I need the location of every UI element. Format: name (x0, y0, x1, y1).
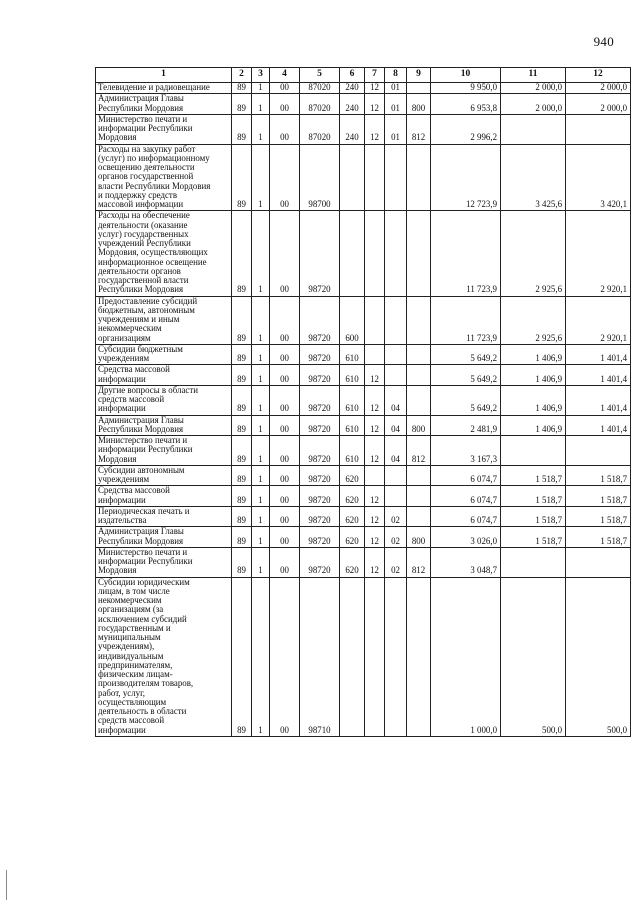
row-value-cell: 98720 (300, 486, 340, 507)
row-value-cell: 98720 (300, 344, 340, 365)
row-name-cell: Администрация Главы Республики Мордовия (96, 415, 232, 436)
row-value-cell: 610 (340, 415, 365, 436)
row-value-cell: 500,0 (501, 577, 566, 736)
row-value-cell: 1 (252, 385, 270, 415)
row-value-cell (407, 577, 431, 736)
table-row (96, 344, 631, 365)
row-value-cell: 04 (385, 385, 407, 415)
row-value-cell: 800 (407, 415, 431, 436)
table-row (96, 527, 631, 548)
row-value-cell: 01 (385, 83, 407, 94)
row-value-cell: 2 000,0 (566, 94, 631, 115)
row-value-cell: 6 074,7 (431, 486, 501, 507)
row-value-cell: 1 (252, 144, 270, 211)
row-value-cell: 98720 (300, 465, 340, 486)
row-value-cell: 12 (365, 486, 385, 507)
row-value-cell: 11 723,9 (431, 296, 501, 344)
row-value-cell (407, 506, 431, 527)
row-value-cell (501, 114, 566, 144)
table-row (96, 415, 631, 436)
row-value-cell: 1 518,7 (566, 527, 631, 548)
row-value-cell: 1 000,0 (431, 577, 501, 736)
row-value-cell: 02 (385, 547, 407, 577)
table-row (96, 577, 631, 736)
row-value-cell: 1 401,4 (566, 365, 631, 386)
row-value-cell: 6 074,7 (431, 506, 501, 527)
row-value-cell: 1 (252, 506, 270, 527)
row-value-cell: 00 (270, 486, 300, 507)
row-value-cell: 98720 (300, 385, 340, 415)
row-value-cell: 6 953,8 (431, 94, 501, 115)
row-value-cell: 89 (232, 83, 252, 94)
row-value-cell (340, 144, 365, 211)
row-value-cell: 3 048,7 (431, 547, 501, 577)
row-value-cell: 98720 (300, 365, 340, 386)
row-value-cell: 620 (340, 486, 365, 507)
row-value-cell (566, 114, 631, 144)
table-row (96, 385, 631, 415)
row-name-cell: Предоставление субсидий бюджетным, автономным учреждениям и иным некоммерческим организациям (96, 296, 232, 344)
header-cell: 4 (270, 68, 300, 83)
row-value-cell: 00 (270, 415, 300, 436)
row-value-cell: 89 (232, 211, 252, 296)
row-value-cell: 500,0 (566, 577, 631, 736)
row-value-cell: 2 000,0 (501, 94, 566, 115)
table-row (96, 506, 631, 527)
row-value-cell: 02 (385, 527, 407, 548)
row-value-cell: 1 (252, 547, 270, 577)
row-value-cell: 5 649,2 (431, 344, 501, 365)
row-value-cell (501, 436, 566, 466)
row-value-cell: 89 (232, 365, 252, 386)
row-value-cell: 00 (270, 436, 300, 466)
row-value-cell: 1 518,7 (501, 527, 566, 548)
row-value-cell (340, 577, 365, 736)
row-value-cell: 04 (385, 415, 407, 436)
row-value-cell: 1 518,7 (566, 486, 631, 507)
row-value-cell: 240 (340, 94, 365, 115)
row-value-cell: 98720 (300, 436, 340, 466)
row-value-cell: 610 (340, 365, 365, 386)
row-value-cell: 87020 (300, 114, 340, 144)
row-value-cell: 89 (232, 385, 252, 415)
row-value-cell: 3 167,3 (431, 436, 501, 466)
row-value-cell: 1 (252, 365, 270, 386)
row-value-cell: 812 (407, 436, 431, 466)
row-value-cell: 800 (407, 94, 431, 115)
header-cell: 10 (431, 68, 501, 83)
row-name-cell: Телевидение и радиовещание (96, 83, 232, 94)
row-name-cell: Министерство печати и информации Республики Мордовия (96, 547, 232, 577)
row-value-cell: 00 (270, 94, 300, 115)
row-value-cell: 812 (407, 547, 431, 577)
row-value-cell: 3 420,1 (566, 144, 631, 211)
row-value-cell (407, 144, 431, 211)
row-value-cell: 11 723,9 (431, 211, 501, 296)
row-value-cell: 2 000,0 (501, 83, 566, 94)
row-value-cell: 610 (340, 385, 365, 415)
row-value-cell: 1 (252, 83, 270, 94)
row-value-cell: 3 026,0 (431, 527, 501, 548)
row-value-cell: 12 (365, 506, 385, 527)
row-value-cell: 00 (270, 527, 300, 548)
row-value-cell: 89 (232, 527, 252, 548)
row-value-cell: 89 (232, 296, 252, 344)
row-value-cell: 89 (232, 577, 252, 736)
row-value-cell (385, 486, 407, 507)
row-value-cell: 600 (340, 296, 365, 344)
row-value-cell: 12 (365, 547, 385, 577)
row-value-cell: 89 (232, 436, 252, 466)
row-value-cell: 1 401,4 (566, 344, 631, 365)
header-cell: 3 (252, 68, 270, 83)
row-value-cell: 00 (270, 577, 300, 736)
scan-mark (6, 870, 7, 900)
row-value-cell: 1 (252, 211, 270, 296)
row-value-cell (407, 344, 431, 365)
row-value-cell: 1 518,7 (566, 465, 631, 486)
table-row (96, 144, 631, 211)
row-value-cell: 87020 (300, 94, 340, 115)
row-name-cell: Администрация Главы Республики Мордовия (96, 94, 232, 115)
row-value-cell: 12 (365, 114, 385, 144)
row-value-cell (385, 465, 407, 486)
row-value-cell: 12 (365, 365, 385, 386)
row-value-cell: 1 (252, 94, 270, 115)
row-value-cell: 98720 (300, 211, 340, 296)
row-value-cell: 1 (252, 344, 270, 365)
row-value-cell (385, 344, 407, 365)
row-value-cell: 2 996,2 (431, 114, 501, 144)
row-value-cell: 2 920,1 (566, 211, 631, 296)
row-value-cell: 98720 (300, 527, 340, 548)
row-value-cell: 89 (232, 506, 252, 527)
table-row (96, 436, 631, 466)
row-name-cell: Субсидии бюджетным учреждениям (96, 344, 232, 365)
row-value-cell: 02 (385, 506, 407, 527)
row-value-cell: 2 000,0 (566, 83, 631, 94)
row-value-cell: 00 (270, 211, 300, 296)
row-value-cell: 00 (270, 344, 300, 365)
row-value-cell (407, 296, 431, 344)
header-cell: 9 (407, 68, 431, 83)
row-value-cell: 04 (385, 436, 407, 466)
row-value-cell (407, 365, 431, 386)
row-value-cell: 98700 (300, 144, 340, 211)
row-value-cell: 1 406,9 (501, 415, 566, 436)
row-value-cell: 89 (232, 114, 252, 144)
header-cell: 6 (340, 68, 365, 83)
row-value-cell: 89 (232, 415, 252, 436)
row-value-cell: 800 (407, 527, 431, 548)
row-value-cell: 1 518,7 (566, 506, 631, 527)
row-value-cell (365, 296, 385, 344)
row-value-cell: 12 723,9 (431, 144, 501, 211)
header-cell: 11 (501, 68, 566, 83)
row-value-cell: 1 518,7 (501, 486, 566, 507)
row-value-cell: 00 (270, 465, 300, 486)
row-value-cell: 620 (340, 547, 365, 577)
header-cell: 1 (96, 68, 232, 83)
row-name-cell: Субсидии юридическим лицам, в том числе некоммерческим организациям (за исключением субсидий государственным и муниципальным учреждениям), индивидуальным предпринимателям, физическим лицам- производителям товаров, работ, услуг, осуществляющим деятельность в области средств массовой информации (96, 577, 232, 736)
row-value-cell: 1 (252, 527, 270, 548)
row-value-cell (385, 577, 407, 736)
row-value-cell: 3 425,6 (501, 144, 566, 211)
row-value-cell: 1 518,7 (501, 465, 566, 486)
row-value-cell: 12 (365, 436, 385, 466)
row-value-cell: 1 401,4 (566, 415, 631, 436)
row-value-cell: 00 (270, 506, 300, 527)
table-row (96, 114, 631, 144)
row-value-cell: 89 (232, 547, 252, 577)
table-row (96, 486, 631, 507)
table-row (96, 365, 631, 386)
row-value-cell: 2 925,6 (501, 296, 566, 344)
row-value-cell: 89 (232, 94, 252, 115)
row-value-cell (340, 211, 365, 296)
row-value-cell (501, 547, 566, 577)
row-value-cell: 12 (365, 83, 385, 94)
row-value-cell: 89 (232, 486, 252, 507)
row-value-cell: 89 (232, 344, 252, 365)
row-value-cell: 98720 (300, 296, 340, 344)
row-value-cell: 5 649,2 (431, 385, 501, 415)
row-value-cell: 00 (270, 385, 300, 415)
row-value-cell (365, 577, 385, 736)
row-value-cell (385, 144, 407, 211)
row-value-cell: 87020 (300, 83, 340, 94)
row-value-cell: 12 (365, 527, 385, 548)
row-value-cell: 00 (270, 144, 300, 211)
row-value-cell: 00 (270, 365, 300, 386)
row-value-cell: 89 (232, 465, 252, 486)
row-value-cell (566, 436, 631, 466)
budget-table (95, 67, 631, 737)
row-value-cell (407, 385, 431, 415)
header-cell: 2 (232, 68, 252, 83)
row-value-cell: 00 (270, 547, 300, 577)
row-value-cell: 812 (407, 114, 431, 144)
header-cell: 5 (300, 68, 340, 83)
row-value-cell: 00 (270, 114, 300, 144)
row-name-cell: Субсидии автономным учреждениям (96, 465, 232, 486)
row-value-cell (365, 211, 385, 296)
row-value-cell: 00 (270, 83, 300, 94)
row-value-cell: 1 (252, 296, 270, 344)
table-row (96, 94, 631, 115)
table-row (96, 211, 631, 296)
header-cell: 8 (385, 68, 407, 83)
row-value-cell: 1 406,9 (501, 385, 566, 415)
row-value-cell: 6 074,7 (431, 465, 501, 486)
row-value-cell: 1 (252, 577, 270, 736)
table-row (96, 296, 631, 344)
row-value-cell: 620 (340, 506, 365, 527)
row-value-cell: 240 (340, 114, 365, 144)
row-value-cell: 00 (270, 296, 300, 344)
row-value-cell: 1 406,9 (501, 344, 566, 365)
row-value-cell: 89 (232, 144, 252, 211)
row-value-cell: 98710 (300, 577, 340, 736)
row-value-cell: 1 406,9 (501, 365, 566, 386)
table-row (96, 83, 631, 94)
row-value-cell: 620 (340, 527, 365, 548)
row-value-cell: 1 (252, 436, 270, 466)
table-row (96, 465, 631, 486)
row-value-cell: 98720 (300, 506, 340, 527)
row-value-cell: 98720 (300, 547, 340, 577)
row-value-cell: 240 (340, 83, 365, 94)
row-value-cell: 98720 (300, 415, 340, 436)
header-cell: 7 (365, 68, 385, 83)
row-value-cell: 2 481,9 (431, 415, 501, 436)
row-value-cell: 9 950,0 (431, 83, 501, 94)
row-name-cell: Министерство печати и информации Республики Мордовия (96, 436, 232, 466)
row-value-cell: 1 518,7 (501, 506, 566, 527)
row-value-cell (407, 211, 431, 296)
row-value-cell: 1 (252, 465, 270, 486)
row-name-cell: Средства массовой информации (96, 486, 232, 507)
row-value-cell: 12 (365, 385, 385, 415)
row-value-cell: 12 (365, 94, 385, 115)
row-value-cell: 2 920,1 (566, 296, 631, 344)
row-value-cell (385, 365, 407, 386)
row-value-cell (407, 83, 431, 94)
row-name-cell: Другие вопросы в области средств массовой информации (96, 385, 232, 415)
row-value-cell: 1 (252, 486, 270, 507)
row-name-cell: Администрация Главы Республики Мордовия (96, 527, 232, 548)
row-name-cell: Расходы на обеспечение деятельности (оказание услуг) государственных учреждений Республики Мордовия, осуществляющих информационное освещение деятельности органов государственной власти Республики Мордовия (96, 211, 232, 296)
row-value-cell (407, 465, 431, 486)
row-value-cell (365, 344, 385, 365)
row-value-cell: 610 (340, 344, 365, 365)
row-name-cell: Периодическая печать и издательства (96, 506, 232, 527)
row-value-cell: 01 (385, 114, 407, 144)
row-name-cell: Министерство печати и информации Республики Мордовия (96, 114, 232, 144)
row-value-cell: 12 (365, 415, 385, 436)
row-name-cell: Расходы на закупку работ (услуг) по информационному освещению деятельности органов государственной власти Республики Мордовия и поддержку средств массовой информации (96, 144, 232, 211)
row-value-cell: 610 (340, 436, 365, 466)
row-value-cell: 2 925,6 (501, 211, 566, 296)
row-value-cell: 1 401,4 (566, 385, 631, 415)
header-row (96, 68, 631, 83)
header-cell: 12 (566, 68, 631, 83)
page-number: 940 (593, 34, 614, 49)
table-row (96, 547, 631, 577)
row-value-cell (365, 144, 385, 211)
row-value-cell: 620 (340, 465, 365, 486)
row-name-cell: Средства массовой информации (96, 365, 232, 386)
row-value-cell: 5 649,2 (431, 365, 501, 386)
row-value-cell (365, 465, 385, 486)
row-value-cell (385, 211, 407, 296)
row-value-cell (385, 296, 407, 344)
row-value-cell: 1 (252, 415, 270, 436)
row-value-cell (566, 547, 631, 577)
row-value-cell: 01 (385, 94, 407, 115)
row-value-cell (407, 486, 431, 507)
row-value-cell: 1 (252, 114, 270, 144)
